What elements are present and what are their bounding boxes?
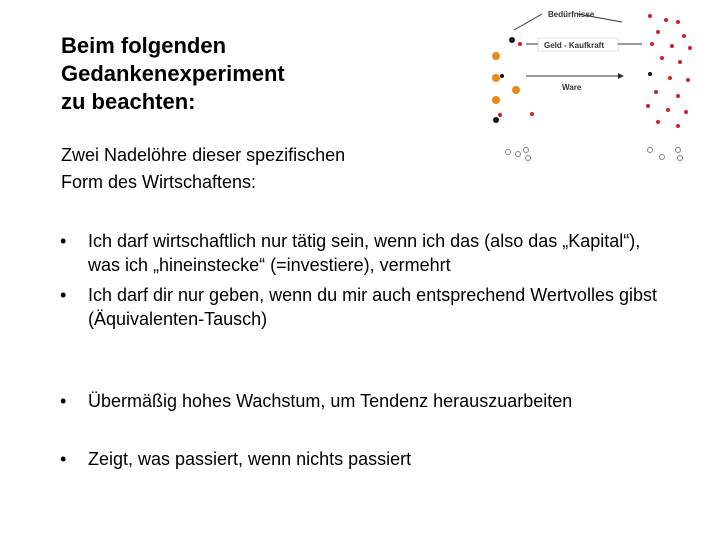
right-dot — [646, 104, 650, 108]
left-hollow-dot — [526, 156, 531, 161]
bullet-icon: • — [60, 391, 67, 411]
left-dot — [493, 117, 499, 123]
right-dot — [676, 20, 680, 24]
right-dot — [670, 44, 674, 48]
list-item — [60, 389, 660, 413]
right-dot — [664, 18, 668, 22]
right-dot — [684, 110, 688, 114]
intro-text: Zwei Nadelöhre dieser spezifischen Form des Wirtschaftens: — [61, 145, 346, 192]
bullet-text: Ich darf wirtschaftlich nur tätig sein, wenn ich das (also das „Kapital“), was ich „hineinstecke“ (=investiere), vermehrt — [88, 231, 641, 275]
right-dot — [660, 56, 664, 60]
bullet-icon: • — [60, 231, 67, 251]
list-item — [60, 229, 660, 277]
right-dot — [688, 46, 692, 50]
slide-title: Beim folgenden Gedankenexperiment zu beachten: — [61, 33, 285, 114]
right-dot — [678, 60, 682, 64]
left-beetle — [512, 86, 520, 94]
left-beetle — [492, 74, 500, 82]
bullet-icon: • — [60, 285, 67, 305]
list-item — [60, 283, 660, 331]
label-goods: Ware — [562, 83, 582, 92]
right-dot — [686, 78, 690, 82]
right-dot — [682, 34, 686, 38]
left-dot — [509, 37, 515, 43]
economy-diagram-svg — [482, 0, 700, 175]
left-dot — [518, 42, 522, 46]
right-hollow-dot — [678, 156, 683, 161]
left-dot — [500, 74, 504, 78]
right-hollow-dot — [676, 148, 681, 153]
list-item — [60, 447, 660, 471]
right-dot — [676, 94, 680, 98]
right-dot — [650, 42, 654, 46]
bullet-text: Ich darf dir nur geben, wenn du mir auch entsprechend Wertvolles gibst (Äquivalenten-Tausch) — [88, 285, 657, 329]
left-dot — [530, 112, 534, 116]
left-beetle — [492, 52, 500, 60]
left-hollow-dot — [516, 152, 521, 157]
right-dot — [666, 108, 670, 112]
bullet-text: Übermäßig hohes Wachstum, um Tendenz herauszuarbeiten — [88, 391, 573, 411]
bullet-text: Zeigt, was passiert, wenn nichts passiert — [88, 449, 412, 469]
left-dot — [498, 113, 502, 117]
goods-arrowhead — [618, 73, 624, 79]
label-needs: Bedürfnisse — [548, 10, 595, 19]
right-dot — [648, 72, 652, 76]
right-dot — [668, 76, 672, 80]
needs-arrow-left — [514, 14, 542, 30]
economy-diagram — [482, 0, 700, 175]
bullet-list — [60, 229, 660, 471]
right-hollow-dot — [660, 155, 665, 160]
left-beetle — [492, 96, 500, 104]
right-hollow-dot — [648, 148, 653, 153]
label-money: Geld - Kaufkraft — [544, 41, 605, 50]
bullet-icon: • — [60, 449, 67, 469]
right-dot — [648, 14, 652, 18]
right-dot — [654, 90, 658, 94]
left-hollow-dot — [506, 150, 511, 155]
right-dot — [656, 30, 660, 34]
right-dot — [676, 124, 680, 128]
left-hollow-dot — [524, 148, 529, 153]
right-dot — [656, 120, 660, 124]
